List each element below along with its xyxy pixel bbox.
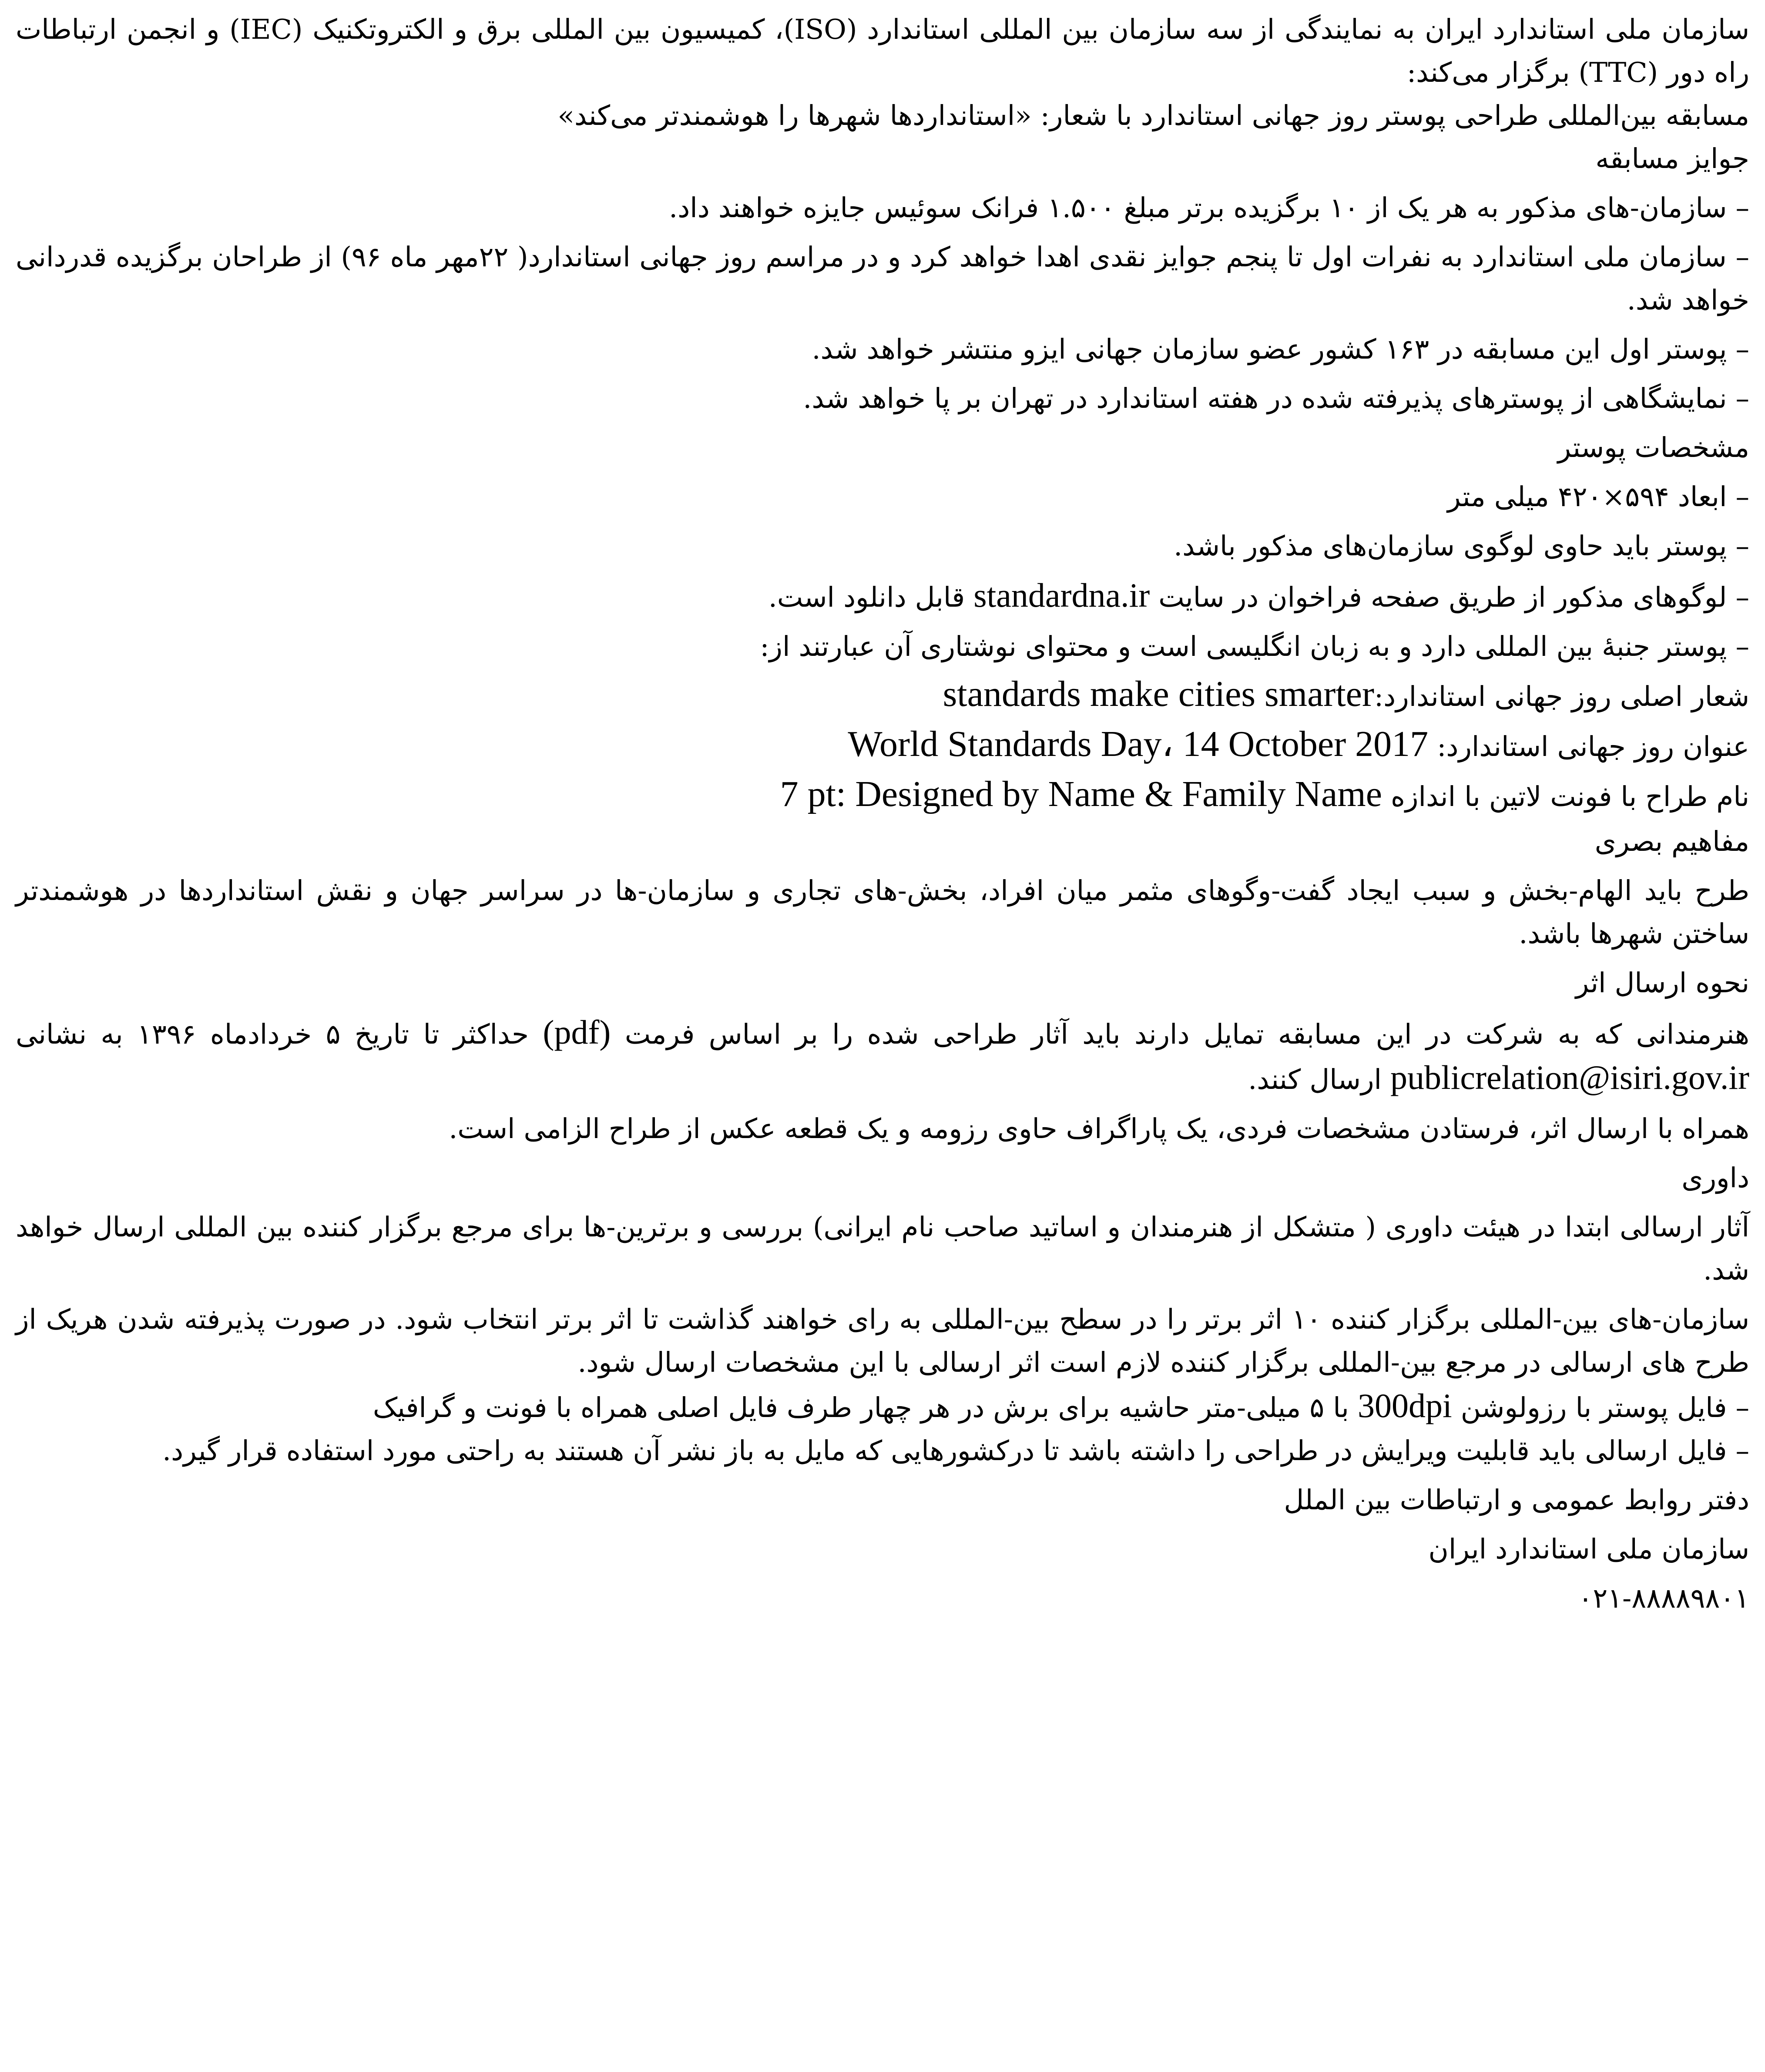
prize-item-2: – سازمان ملی استاندارد به نفرات اول تا پنجم جوایز نقدی اهدا خواهد کرد و در مراسم روز جهانی استاندارد( ۲۲مهر ماه ۹۶) از طراحان برگزیده قدردانی خواهد شد. xyxy=(16,241,1749,316)
spec-download-text-pre: – لوگوهای مذکور از طریق صفحه فراخوان در سایت xyxy=(1158,581,1749,613)
spec-item-english: – پوستر جنبهٔ بین المللی دارد و به زبان انگلیسی است و محتوای نوشتاری آن عبارتند از: xyxy=(760,631,1749,662)
judging-paragraph-1: آثار ارسالی ابتدا در هیئت داوری ( متشکل از هنرمندان و اساتید صاحب نام ایرانی) بررسی و برترین-ها برای مرجع برگزار کننده بین المللی ارسال خواهد شد. xyxy=(16,1211,1749,1286)
file-req-text-post: با ۵ میلی-متر حاشیه برای برش در هر چهار طرف فایل اصلی همراه با فونت و گرافیک xyxy=(372,1392,1349,1424)
day-title-value: World Standards Day، 14 October 2017 xyxy=(848,724,1429,764)
day-title-label: عنوان روز جهانی استاندارد: xyxy=(1437,731,1749,762)
slogan-value: standards make cities smarter xyxy=(943,674,1374,714)
spec-item-dimensions: – ابعاد ۵۹۴×۴۲۰ میلی متر xyxy=(1447,481,1749,513)
file-requirement-2: – فایل ارسالی باید قابلیت ویرایش در طراحی را داشته باشد تا درکشورهایی که مایل به باز نشر آن هستند به راحتی مورد استفاده قرار گیرد. xyxy=(162,1435,1749,1467)
intro-paragraph: سازمان ملی استاندارد ایران به نمایندگی از سه سازمان بین المللی استاندارد (ISO)، کمیسیون بین المللی برق و الکتروتکنیک (IEC) و انجمن ارتباطات راه دور (TTC) برگزار می‌کند: xyxy=(16,13,1750,88)
signature-office: دفتر روابط عمومی و ارتباطات بین الملل xyxy=(1284,1484,1749,1516)
website-link[interactable]: standardna.ir xyxy=(973,576,1150,614)
submission-text-pre: هنرمندانی که به شرکت در این مسابقه تمایل دارند باید آثار طراحی شده را بر اساس فرمت xyxy=(624,1018,1749,1050)
visual-concepts-heading: مفاهیم بصری xyxy=(1594,826,1749,857)
slogan-line xyxy=(16,672,1749,718)
file-req-text-pre: – فایل پوستر با رزولوشن xyxy=(1460,1392,1749,1424)
prize-item-1: – سازمان-های مذکور به هر یک از ۱۰ برگزیده برتر مبلغ ۱.۵۰۰ فرانک سوئیس جایزه خواهند داد. xyxy=(669,192,1749,224)
file-req-dpi: 300dpi xyxy=(1358,1387,1452,1424)
judging-heading: داوری xyxy=(1681,1162,1749,1194)
slogan-label: شعار اصلی روز جهانی استاندارد: xyxy=(1374,681,1749,712)
signature-phone: ۰۲۱-۸۸۸۸۹۸۰۱ xyxy=(1578,1582,1749,1614)
signature-organization: سازمان ملی استاندارد ایران xyxy=(1428,1533,1749,1565)
competition-title: مسابقه بین‌المللی طراحی پوستر روز جهانی استاندارد با شعار: «استانداردها شهرها را هوشمندتر می‌کند» xyxy=(557,100,1749,131)
designer-label: نام طراح با فونت لاتین با اندازه xyxy=(1391,781,1749,813)
day-title-line xyxy=(16,722,1749,768)
spec-item-download xyxy=(16,574,1749,619)
prizes-heading: جوایز مسابقه xyxy=(1595,143,1749,175)
submission-text-post: ارسال کنند. xyxy=(1248,1064,1382,1095)
submission-note: همراه با ارسال اثر، فرستادن مشخصات فردی، یک پاراگراف حاوی رزومه و یک قطعه عکس از طراح الزامی است. xyxy=(449,1113,1749,1145)
spec-download-text-post: قابل دانلود است. xyxy=(768,581,965,613)
prize-item-4: – نمایشگاهی از پوسترهای پذیرفته شده در هفته استاندارد در تهران بر پا خواهد شد. xyxy=(803,383,1749,414)
prize-item-3: – پوستر اول این مسابقه در ۱۶۳ کشور عضو سازمان جهانی ایزو منتشر خواهد شد. xyxy=(812,333,1749,365)
judging-paragraph-2: سازمان-های بین-المللی برگزار کننده ۱۰ اثر برتر را در سطح بین-المللی به رای خواهند گذاشت تا اثر برتر انتخاب شود. در صورت پذیرفته شدن هریک از طرح های ارسالی در مرجع بین-المللی برگزار کننده لازم است اثر ارسالی با این مشخصات ارسال شود. xyxy=(16,1303,1750,1378)
poster-specs-heading: مشخصات پوستر xyxy=(1557,432,1749,463)
submission-email-link[interactable]: publicrelation@isiri.gov.ir xyxy=(1390,1058,1749,1096)
file-requirement-1 xyxy=(16,1384,1749,1429)
submission-heading: نحوه ارسال اثر xyxy=(1575,967,1749,999)
submission-text-mid: حداکثر تا تاریخ ۵ خردادماه ۱۳۹۶ به نشانی xyxy=(16,1018,529,1050)
submission-body xyxy=(16,1011,1749,1101)
visual-concepts-body: طرح باید الهام-بخش و سبب ایجاد گفت-وگوهای مثمر میان افراد، بخش-های تجاری و سازمان-ها در سراسر جهان و نقش استانداردها در هوشمندتر ساختن شهرها باشد. xyxy=(16,875,1749,950)
designer-value: 7 pt: Designed by Name & Family Name xyxy=(780,774,1382,814)
submission-format: (pdf) xyxy=(543,1013,611,1051)
designer-line xyxy=(16,772,1749,818)
spec-item-logos: – پوستر باید حاوی لوگوی سازمان‌های مذکور باشد. xyxy=(1174,530,1749,562)
